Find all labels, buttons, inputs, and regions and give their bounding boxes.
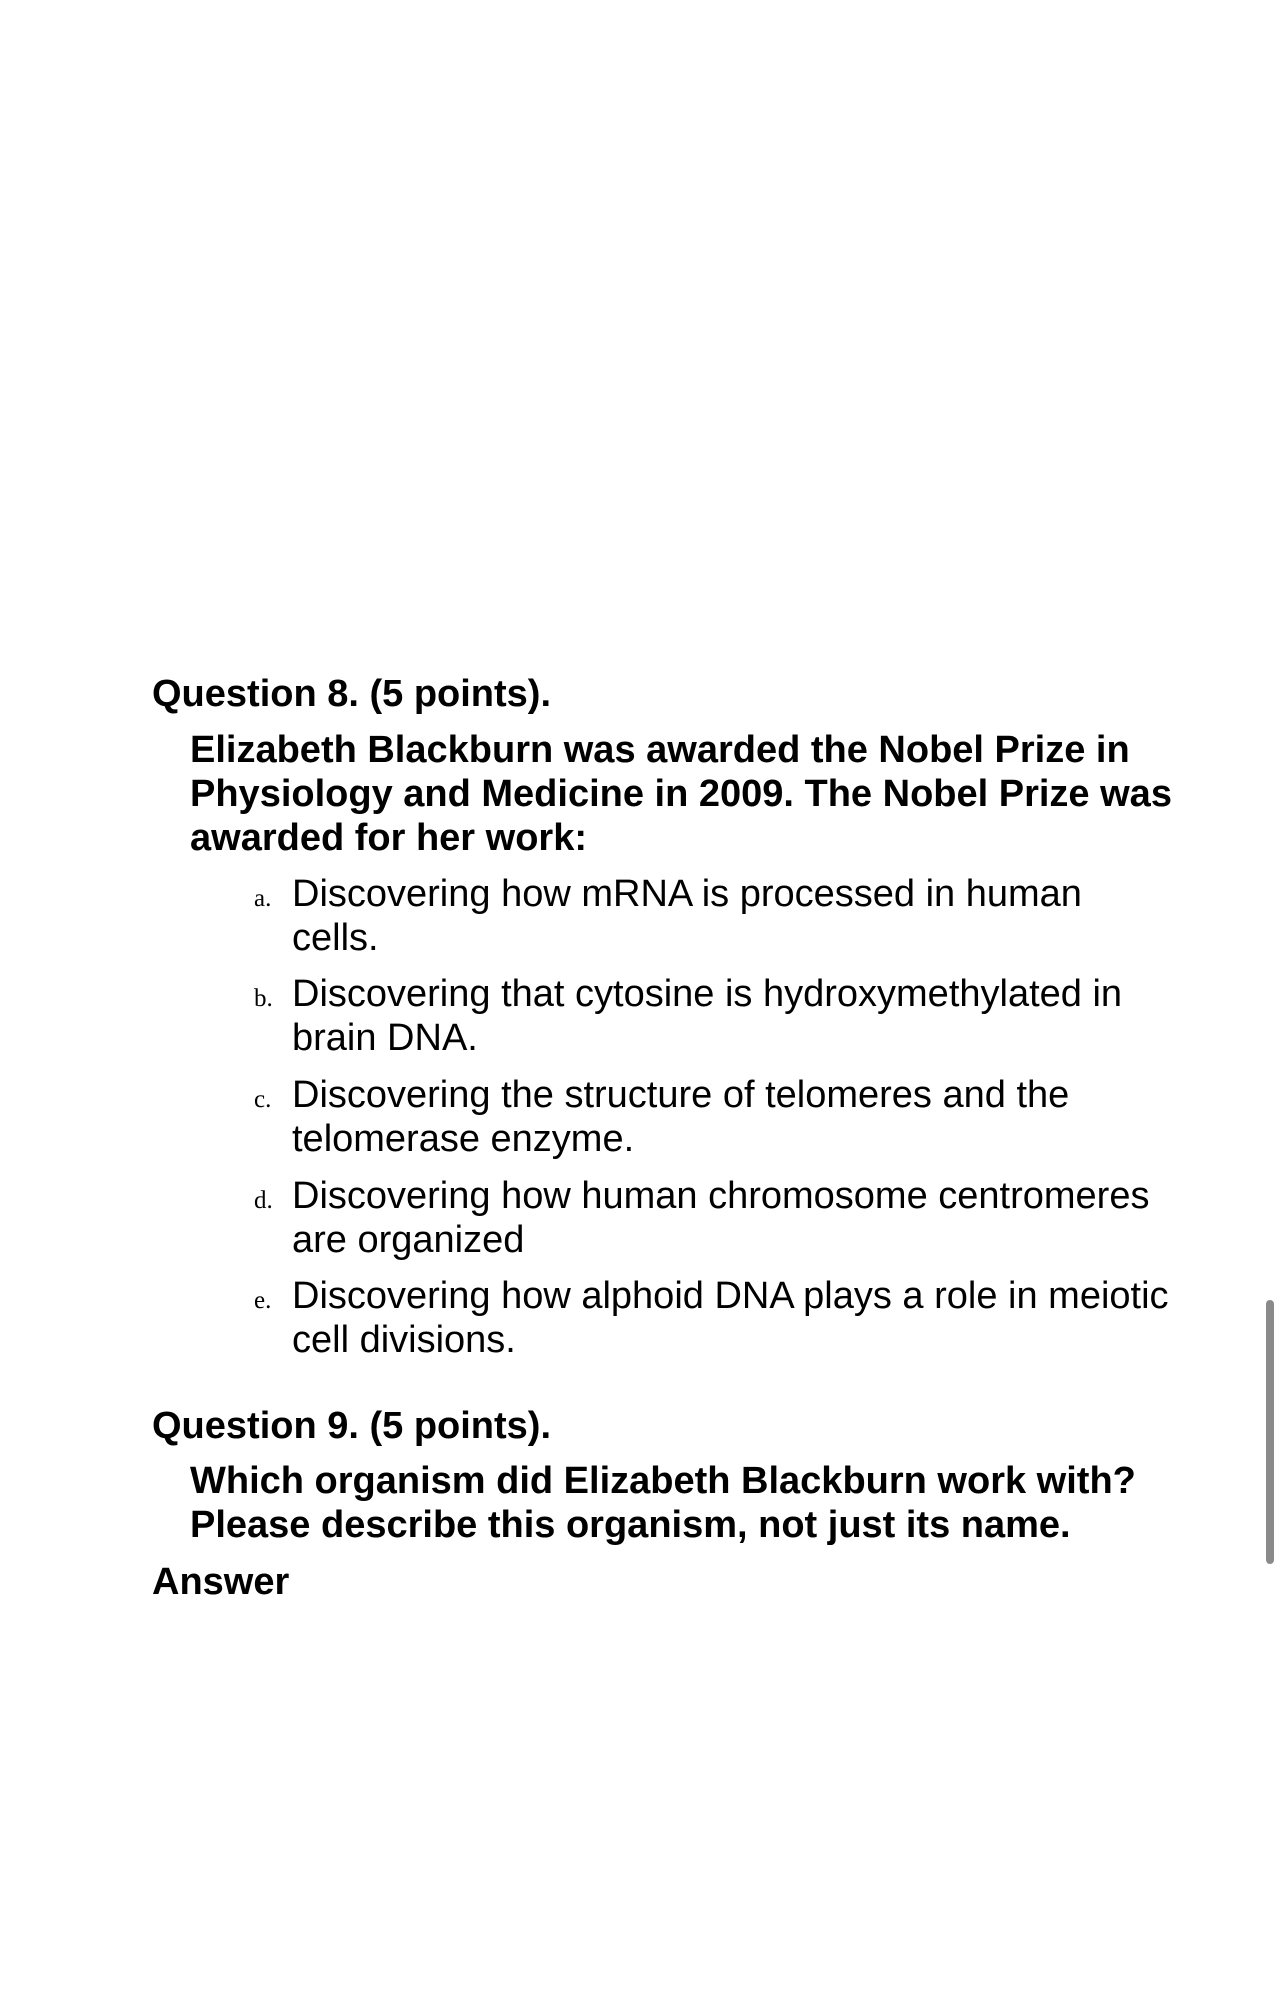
- scrollbar[interactable]: [1266, 1300, 1274, 1564]
- option-text: Discovering how human chromosome centromeres are organized: [292, 1175, 1150, 1261]
- answer-label: Answer: [152, 1561, 290, 1603]
- question-8-prompt: Elizabeth Blackburn was awarded the Nobel Prize in Physiology and Medicine in 2009. The Nobel Prize was awarded for her work:: [190, 729, 1172, 859]
- option-text: Discovering how alphoid DNA plays a role in meiotic cell divisions.: [292, 1275, 1169, 1361]
- option-e[interactable]: [254, 1274, 1174, 1362]
- question-8-heading: Question 8. (5 points).: [152, 673, 552, 715]
- option-d[interactable]: [254, 1174, 1174, 1262]
- option-letter: b.: [254, 985, 273, 1012]
- option-letter: e.: [254, 1287, 272, 1314]
- option-c[interactable]: [254, 1073, 1174, 1161]
- option-letter: d.: [254, 1187, 273, 1214]
- question-9-heading: Question 9. (5 points).: [152, 1405, 552, 1447]
- option-text: Discovering how mRNA is processed in human cells.: [292, 873, 1082, 959]
- option-b[interactable]: [254, 972, 1174, 1060]
- option-a[interactable]: [254, 872, 1174, 960]
- option-letter: c.: [254, 1086, 272, 1113]
- question-9-prompt: Which organism did Elizabeth Blackburn work with? Please describe this organism, not just its name.: [190, 1460, 1136, 1546]
- option-letter: a.: [254, 885, 272, 912]
- option-text: Discovering that cytosine is hydroxymethylated in brain DNA.: [292, 973, 1123, 1059]
- option-text: Discovering the structure of telomeres and the telomerase enzyme.: [292, 1074, 1070, 1160]
